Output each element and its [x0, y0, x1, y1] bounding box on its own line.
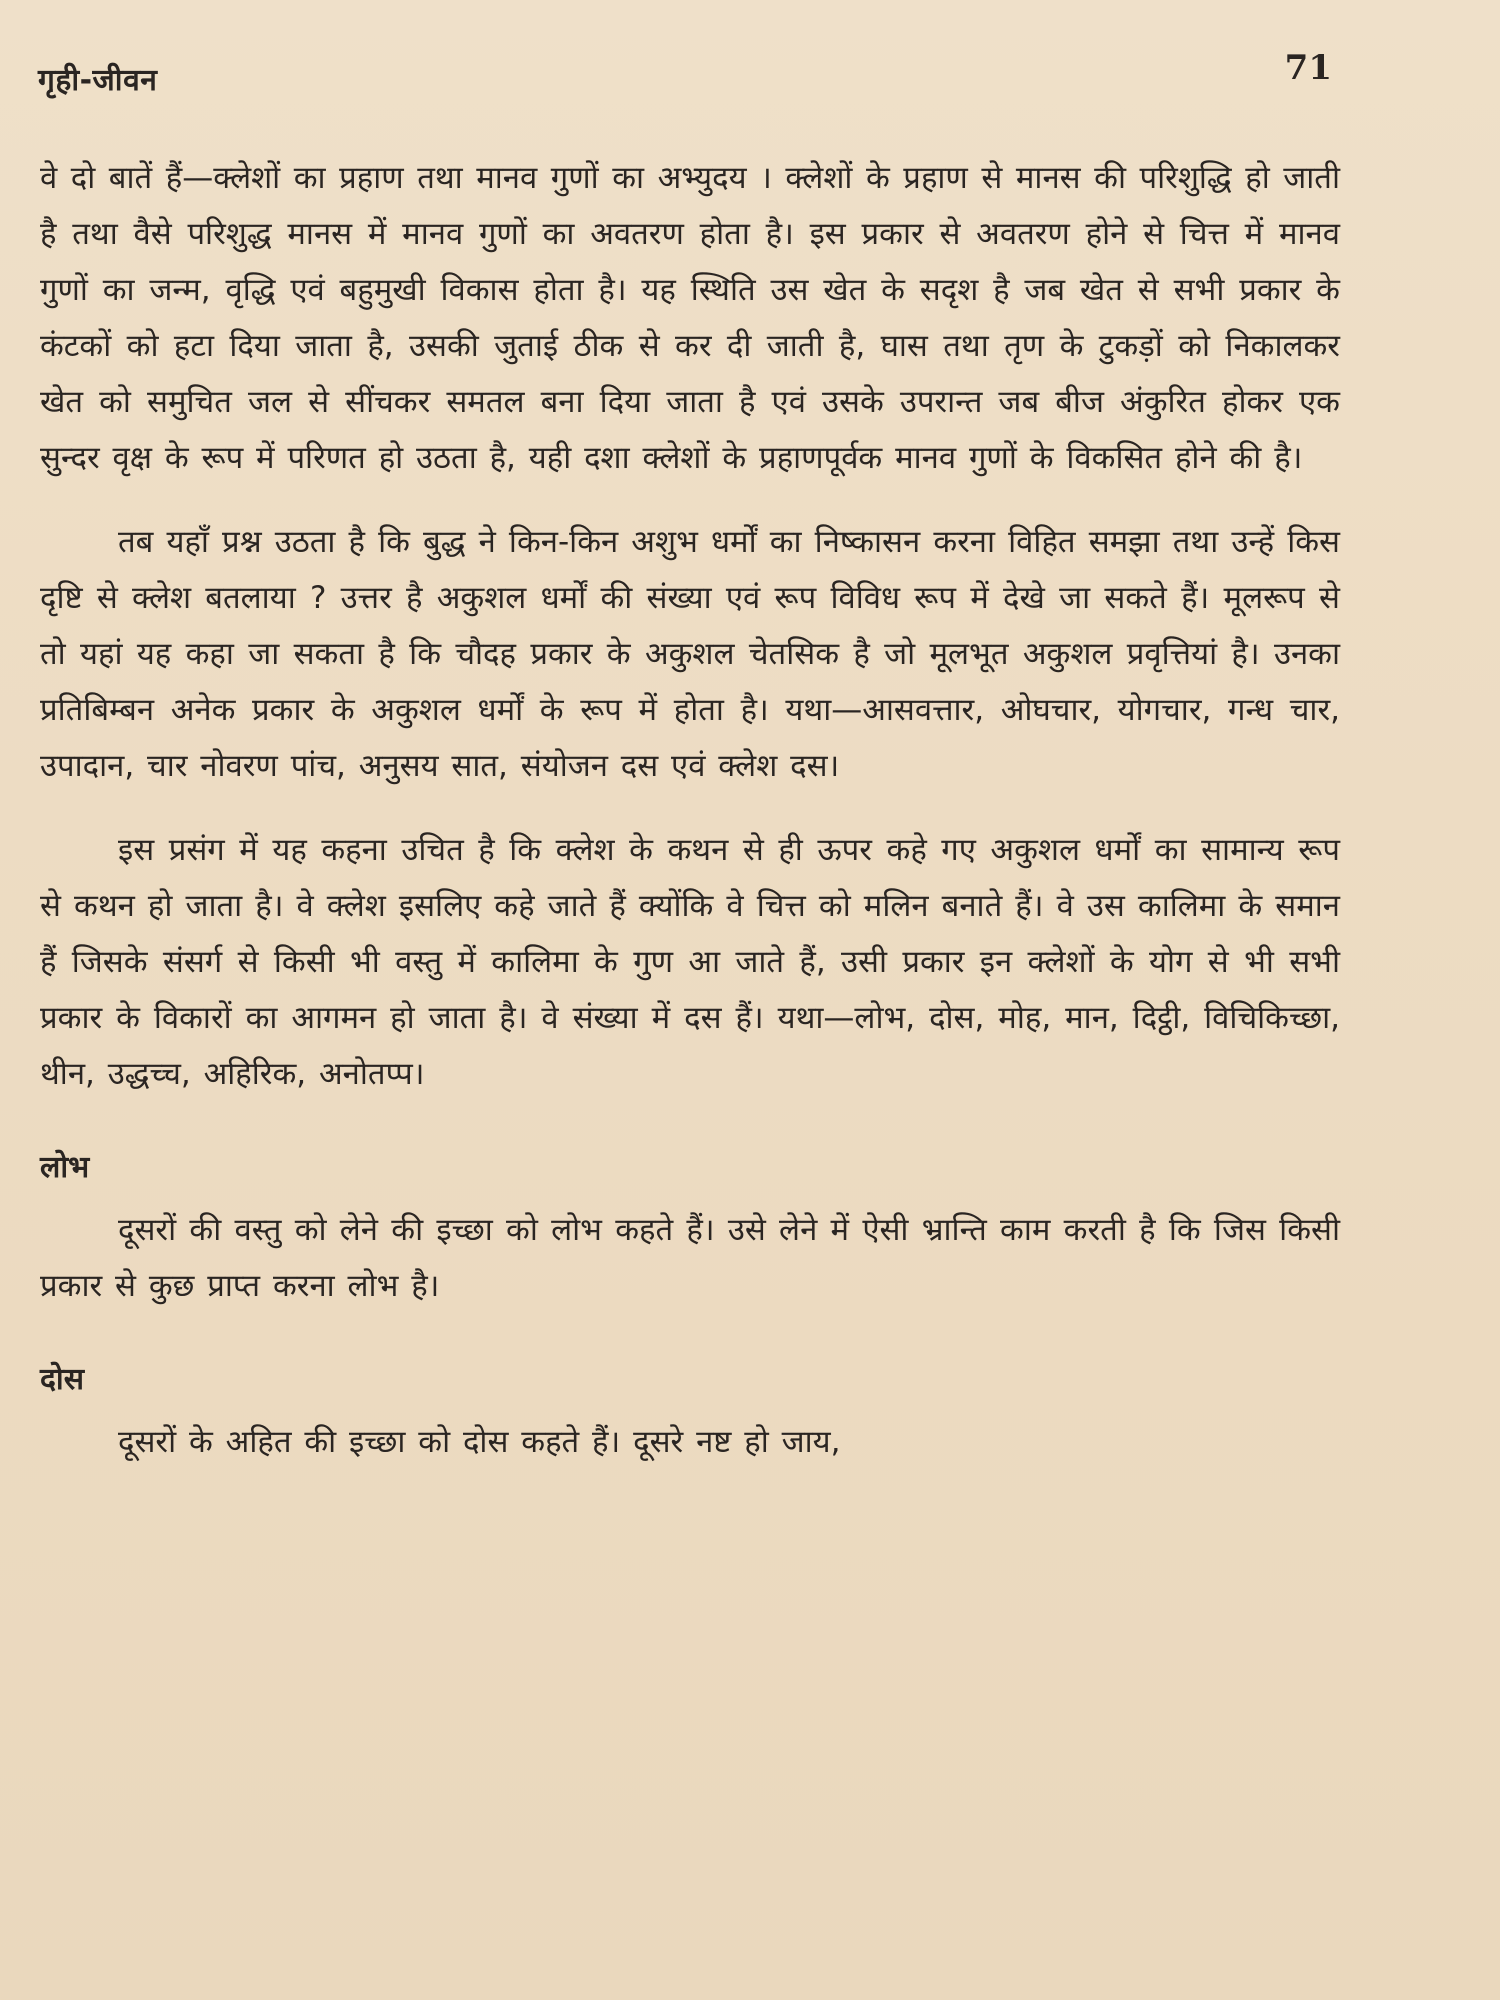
section-text-lobh: दूसरों की वस्तु को लेने की इच्छा को लोभ कहते हैं। उसे लेने में ऐसी भ्रान्ति काम करती है कि जिस किसी प्रकार से कुछ प्राप्त करना लोभ है।: [40, 1212, 1340, 1304]
paragraph-3: इस प्रसंग में यह कहना उचित है कि क्लेश के कथन से ही ऊपर कहे गए अकुशल धर्मों का सामान्य रूप से कथन हो जाता है। वे क्लेश इसलिए कहे जाते हैं क्योंकि वे चित्त को मलिन बनाते हैं। वे उस कालिमा के समान हैं जिसके संसर्ग से किसी भी वस्तु में कालिमा के गुण आ जाते हैं, उसी प्रकार इन क्लेशों के योग से भी सभी प्रकार के विकारों का आगमन हो जाता है। वे संख्या में दस हैं। यथा—लोभ, दोस, मोह, मान, दिट्ठी, विचिकिच्छा, थीन, उद्धच्च, अहिरिक, अनोतप्प।: [40, 832, 1340, 1092]
body-text: [40, 150, 1340, 1498]
section-heading-dos: दोस: [40, 1362, 84, 1397]
section-heading-lobh: लोभ: [40, 1150, 90, 1185]
paragraph-2: तब यहाँ प्रश्न उठता है कि बुद्ध ने किन-किन अशुभ धर्मों का निष्कासन करना विहित समझा तथा उन्हें किस दृष्टि से क्लेश बतलाया ? उत्तर है अकुशल धर्मों की संख्या एवं रूप विविध रूप में देखे जा सकते हैं। मूलरूप से तो यहां यह कहा जा सकता है कि चौदह प्रकार के अकुशल चेतसिक है जो मूलभूत अकुशल प्रवृत्तियां है। उनका प्रतिबिम्बन अनेक प्रकार के अकुशल धर्मों के रूप में होता है। यथा—आसवत्तार, ओघचार, योगचार, गन्ध चार, उपादान, चार नोवरण पांच, अनुसय सात, संयोजन दस एवं क्लेश दस।: [40, 524, 1340, 784]
paragraph-1: वे दो बातें हैं—क्लेशों का प्रहाण तथा मानव गुणों का अभ्युदय । क्लेशों के प्रहाण से मानस की परिशुद्धि हो जाती है तथा वैसे परिशुद्ध मानस में मानव गुणों का अवतरण होता है। इस प्रकार से अवतरण होने से चित्त में मानव गुणों का जन्म, वृद्धि एवं बहुमुखी विकास होता है। यह स्थिति उस खेत के सदृश है जब खेत से सभी प्रकार के कंटकों को हटा दिया जाता है, उसकी जुताई ठीक से कर दी जाती है, घास तथा तृण के टुकड़ों को निकालकर खेत को समुचित जल से सींचकर समतल बना दिया जाता है एवं उसके उपरान्त जब बीज अंकुरित होकर एक सुन्दर वृक्ष के रूप में परिणत हो उठता है, यही दशा क्लेशों के प्रहाणपूर्वक मानव गुणों के विकसित होने की है।: [40, 160, 1340, 476]
page-number: 71: [1284, 48, 1332, 88]
section-text-dos: दूसरों के अहित की इच्छा को दोस कहते हैं। दूसरे नष्ट हो जाय,: [118, 1424, 841, 1460]
running-head: गृही-जीवन: [38, 63, 158, 98]
